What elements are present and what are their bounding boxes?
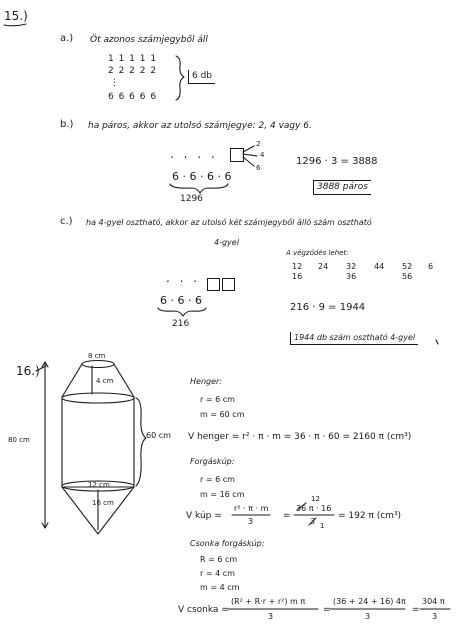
part-a-label: a.) — [60, 33, 74, 44]
part-b-dots: . . . . — [170, 147, 218, 161]
kup-den-1: 3 — [248, 517, 254, 526]
csonka-R: R = 6 cm — [200, 555, 238, 564]
kup-den-2: 3 — [310, 517, 316, 526]
kup-eq: = — [283, 511, 291, 521]
csonka-num-3: 304 π — [422, 597, 445, 606]
part-c-calc: 216 · 9 = 1944 — [290, 302, 366, 313]
part-b-product: 1296 — [180, 194, 203, 204]
dim-total-height: 80 cm — [8, 436, 30, 444]
part-c-ending: 6 — [428, 262, 434, 271]
part-b-label: b.) — [60, 119, 74, 130]
henger-formula: V henger = r² · π · m = 36 · π · 60 = 2160 π (cm³) — [188, 432, 412, 442]
csonka-left: V csonka = — [178, 605, 229, 615]
csonka-num-2: (36 + 24 + 16) 4π — [333, 597, 406, 606]
part-c-product: 216 — [172, 319, 190, 329]
dim-top-cone-height: 4 cm — [96, 377, 114, 385]
dim-side-height: 60 cm — [146, 431, 171, 440]
csonka-title: Csonka forgáskúp: — [190, 539, 265, 548]
kup-result: = 192 π (cm³) — [338, 511, 402, 521]
part-b-answer: 3888 páros — [313, 180, 371, 195]
part-c-dots: . . . — [166, 271, 201, 285]
part-b-text: ha páros, akkor az utolsó számjegye: 2, 4 vagy 6. — [88, 121, 312, 131]
dim-top-diameter: 8 cm — [88, 352, 106, 360]
kup-title: Forgáskúp: — [190, 457, 235, 466]
henger-m: m = 60 cm — [200, 410, 245, 419]
dim-bottom-diameter: 12 cm — [88, 481, 110, 489]
part-a-result: 6 db — [188, 70, 215, 84]
part-c-ending: 12 — [292, 262, 303, 271]
problem-number: 15.) — [4, 9, 28, 23]
csonka-m: m = 4 cm — [200, 583, 240, 592]
part-c-ending: 36 — [346, 272, 357, 281]
kup-cancel-above: 12 — [311, 495, 320, 503]
kup-cancel-below: 1 — [320, 522, 325, 530]
problem-16-number: 16.) — [16, 364, 40, 378]
henger-title: Henger: — [190, 377, 222, 386]
part-c-ending: 16 — [292, 272, 303, 281]
henger-r: r = 6 cm — [200, 395, 235, 404]
kup-m: m = 16 cm — [200, 490, 245, 499]
part-c-label: c.) — [60, 216, 73, 227]
part-b-factors: 6 · 6 · 6 · 6 — [172, 170, 232, 183]
part-a-text: Öt azonos számjegyből áll — [90, 35, 208, 45]
part-c-ending: 32 — [346, 262, 357, 271]
part-b-calc: 1296 · 3 = 3888 — [296, 156, 378, 167]
part-a-row-4: 6 6 6 6 6 — [108, 92, 158, 102]
csonka-den-2: 3 — [365, 612, 371, 621]
part-c-ending: 52 — [402, 262, 413, 271]
csonka-den-3: 3 — [432, 612, 438, 621]
csonka-den-1: 3 — [268, 612, 274, 621]
part-c-ending: 44 — [374, 262, 385, 271]
part-a-row-3: ⋮ — [110, 78, 119, 88]
csonka-num-1: (R² + R·r + r²) m π — [231, 597, 306, 606]
csonka-eq-1: = — [323, 605, 331, 615]
part-c-text: ha 4-gyel osztható, akkor az utolsó két számjegyből álló szám osztható — [86, 218, 372, 227]
part-c-ending: 56 — [402, 272, 413, 281]
part-b-choice-3: 6 — [256, 164, 261, 172]
part-c-endings-title: A végződés lehet: — [286, 249, 349, 257]
part-c-text-2: 4-gyel — [214, 238, 239, 247]
part-c-ending: 24 — [318, 262, 329, 271]
kup-num-2: 36 π · 16 — [296, 504, 332, 513]
kup-r: r = 6 cm — [200, 475, 235, 484]
part-b-choice-2: 4 — [260, 151, 265, 159]
dim-bottom-cone-height: 16 cm — [92, 499, 114, 507]
kup-num-1: r² · π · m — [234, 504, 269, 513]
part-a-row-1: 1 1 1 1 1 — [108, 54, 158, 64]
csonka-eq-2: = — [412, 605, 420, 615]
csonka-r: r = 4 cm — [200, 569, 235, 578]
kup-formula-left: V kúp = — [186, 511, 222, 521]
part-c-answer: 1944 db szám osztható 4-gyel — [290, 332, 418, 345]
part-b-choice-1: 2 — [256, 140, 261, 148]
part-a-row-2: 2 2 2 2 2 — [108, 66, 158, 76]
part-c-factors: 6 · 6 · 6 — [160, 294, 202, 307]
